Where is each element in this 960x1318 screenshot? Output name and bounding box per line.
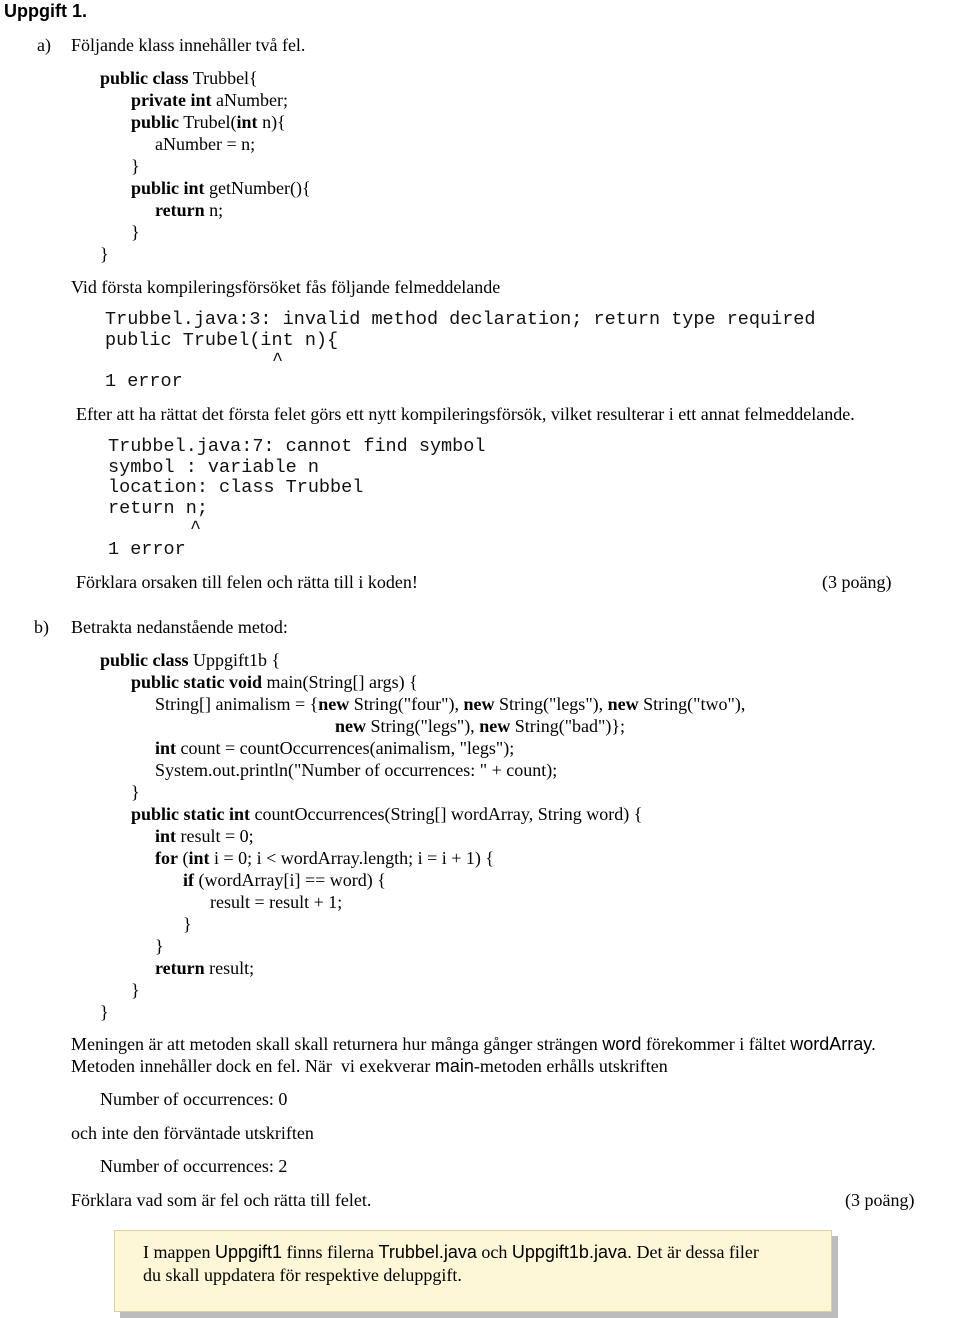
note-line-1 bbox=[143, 1241, 759, 1263]
text-segment: } bbox=[131, 782, 140, 802]
code-line bbox=[155, 693, 745, 715]
part-b-marker: b) bbox=[34, 617, 49, 637]
text-segment: return bbox=[155, 958, 205, 978]
text-segment: String("bad")}; bbox=[510, 716, 626, 736]
text-segment: } bbox=[155, 936, 164, 956]
code-line bbox=[155, 737, 514, 759]
text-segment: Det är dessa filer bbox=[631, 1242, 759, 1262]
code-line bbox=[155, 759, 557, 781]
after-fix-text: Efter att ha rättat det första felet görs ett nytt kompileringsförsök, vilket resulterar i ett annat felmeddelande. bbox=[76, 404, 855, 424]
text-segment: int bbox=[236, 112, 258, 132]
text-segment: Uppgift1b { bbox=[188, 650, 281, 670]
compile-text: Vid första kompileringsförsöket fås följande felmeddelande bbox=[71, 277, 501, 297]
text-segment: new bbox=[607, 694, 639, 714]
expected-text: och inte den förväntade utskriften bbox=[71, 1123, 314, 1143]
text-segment: -metoden erhålls utskriften bbox=[473, 1056, 668, 1076]
text-segment: förekommer i fältet bbox=[641, 1034, 791, 1054]
code-line bbox=[131, 177, 311, 199]
error-line: ^ bbox=[272, 350, 284, 371]
text-segment: Uppgift1b.java. bbox=[511, 1242, 632, 1262]
text-segment: } bbox=[131, 980, 140, 1000]
output-actual: Number of occurrences: 0 bbox=[100, 1089, 288, 1109]
text-segment: int bbox=[155, 738, 177, 758]
text-segment: } bbox=[100, 1002, 109, 1022]
error-line: 1 error bbox=[105, 370, 183, 392]
text-segment: String("two"), bbox=[638, 694, 746, 714]
error-line: return n; bbox=[108, 497, 208, 519]
code-line bbox=[210, 891, 342, 913]
error-line: symbol : variable n bbox=[108, 456, 319, 478]
text-segment: String("four"), bbox=[349, 694, 464, 714]
error-line: Trubbel.java:7: cannot find symbol bbox=[108, 436, 486, 457]
code-line bbox=[100, 1001, 109, 1023]
code-line bbox=[155, 847, 494, 869]
code-line bbox=[131, 671, 418, 693]
text-segment: System.out.println("Number of occurrences: " + count); bbox=[155, 760, 558, 780]
text-segment: aNumber; bbox=[211, 90, 288, 110]
text-segment: } bbox=[131, 156, 140, 176]
error-line: public Trubel(int n){ bbox=[105, 329, 339, 351]
error-line: ^ bbox=[190, 518, 202, 539]
text-segment: new bbox=[318, 694, 350, 714]
text-segment: n){ bbox=[257, 112, 286, 132]
text-segment: private int bbox=[131, 90, 212, 110]
code-line bbox=[155, 133, 255, 155]
error-line: Trubbel.java:3: invalid method declaration; return type required bbox=[105, 309, 816, 330]
text-segment: Trubbel{ bbox=[188, 68, 258, 88]
code-line bbox=[131, 221, 140, 243]
text-segment: } bbox=[183, 914, 192, 934]
part-a-task: Förklara orsaken till felen och rätta till i koden! bbox=[76, 572, 418, 592]
text-segment: new bbox=[463, 694, 495, 714]
text-segment: ( bbox=[177, 848, 189, 868]
code-line bbox=[155, 199, 223, 221]
text-segment: public static int bbox=[131, 804, 251, 824]
part-b-paragraph-2 bbox=[71, 1055, 668, 1077]
output-expected: Number of occurrences: 2 bbox=[100, 1156, 288, 1176]
text-segment: countOccurrences(String[] wordArray, String word) { bbox=[250, 804, 643, 824]
code-line bbox=[155, 825, 254, 847]
text-segment: getNumber(){ bbox=[204, 178, 311, 198]
code-line bbox=[131, 111, 286, 133]
text-segment: if bbox=[183, 870, 194, 890]
code-line bbox=[131, 979, 140, 1001]
text-segment: main bbox=[434, 1056, 474, 1076]
text-segment: } bbox=[131, 222, 140, 242]
error-line: location: class Trubbel bbox=[108, 477, 364, 498]
text-segment: String("legs"), bbox=[494, 694, 608, 714]
part-b-points: (3 poäng) bbox=[845, 1190, 915, 1210]
text-segment: n; bbox=[204, 200, 224, 220]
text-segment: public class bbox=[100, 68, 189, 88]
text-segment: finns filerna bbox=[282, 1242, 379, 1262]
code-line bbox=[131, 89, 288, 111]
code-line bbox=[183, 869, 386, 891]
code-line bbox=[131, 781, 140, 803]
code-line bbox=[100, 649, 280, 671]
part-b-intro: Betrakta nedanstående metod: bbox=[71, 617, 288, 637]
text-segment: count = countOccurrences(animalism, "legs"); bbox=[176, 738, 515, 758]
text-segment: wordArray. bbox=[790, 1034, 876, 1054]
part-a-marker: a) bbox=[37, 35, 51, 55]
text-segment: result = result + 1; bbox=[210, 892, 343, 912]
text-segment: Uppgift1 bbox=[214, 1242, 283, 1262]
text-segment: for bbox=[155, 848, 178, 868]
text-segment: i = 0; i < wordArray.length; i = i + 1) { bbox=[209, 848, 495, 868]
text-segment: (wordArray[i] == word) { bbox=[194, 870, 386, 890]
text-segment: result; bbox=[204, 958, 255, 978]
text-segment: result = 0; bbox=[176, 826, 254, 846]
code-line bbox=[335, 715, 625, 737]
text-segment: int bbox=[188, 848, 210, 868]
text-segment: Trubbel.java bbox=[378, 1242, 477, 1262]
text-segment: public static void bbox=[131, 672, 263, 692]
text-segment: new bbox=[479, 716, 511, 736]
code-line bbox=[100, 67, 258, 89]
part-a-points: (3 poäng) bbox=[822, 572, 892, 592]
text-segment: Meningen är att metoden skall skall returnera hur många gånger strängen bbox=[71, 1034, 603, 1054]
code-line bbox=[131, 803, 642, 825]
text-segment: public int bbox=[131, 178, 205, 198]
part-b-paragraph-1 bbox=[71, 1033, 876, 1055]
code-line bbox=[155, 935, 164, 957]
error-line: 1 error bbox=[108, 538, 186, 560]
text-segment: public class bbox=[100, 650, 189, 670]
code-line bbox=[183, 913, 192, 935]
text-segment: Metoden innehåller dock en fel. När vi exekverar bbox=[71, 1056, 435, 1076]
text-segment: och bbox=[476, 1242, 512, 1262]
text-segment: public bbox=[131, 112, 180, 132]
text-segment: Trubel( bbox=[179, 112, 237, 132]
task-heading: Uppgift 1. bbox=[4, 1, 87, 21]
text-segment: int bbox=[155, 826, 177, 846]
note-line-2: du skall uppdatera för respektive deluppgift. bbox=[143, 1265, 462, 1285]
note-box bbox=[114, 1230, 832, 1312]
part-b-task: Förklara vad som är fel och rätta till felet. bbox=[71, 1190, 372, 1210]
text-segment: return bbox=[155, 200, 205, 220]
text-segment: new bbox=[335, 716, 366, 736]
code-line bbox=[155, 957, 254, 979]
part-a-intro: Följande klass innehåller två fel. bbox=[71, 35, 306, 55]
text-segment: String[] animalism = { bbox=[155, 694, 319, 714]
text-segment: aNumber = n; bbox=[155, 134, 256, 154]
text-segment: I mappen bbox=[143, 1242, 215, 1262]
text-segment: } bbox=[100, 244, 109, 264]
text-segment: word bbox=[602, 1034, 642, 1054]
text-segment: String("legs"), bbox=[366, 716, 480, 736]
code-line bbox=[131, 155, 140, 177]
text-segment: main(String[] args) { bbox=[262, 672, 418, 692]
code-line bbox=[100, 243, 109, 265]
